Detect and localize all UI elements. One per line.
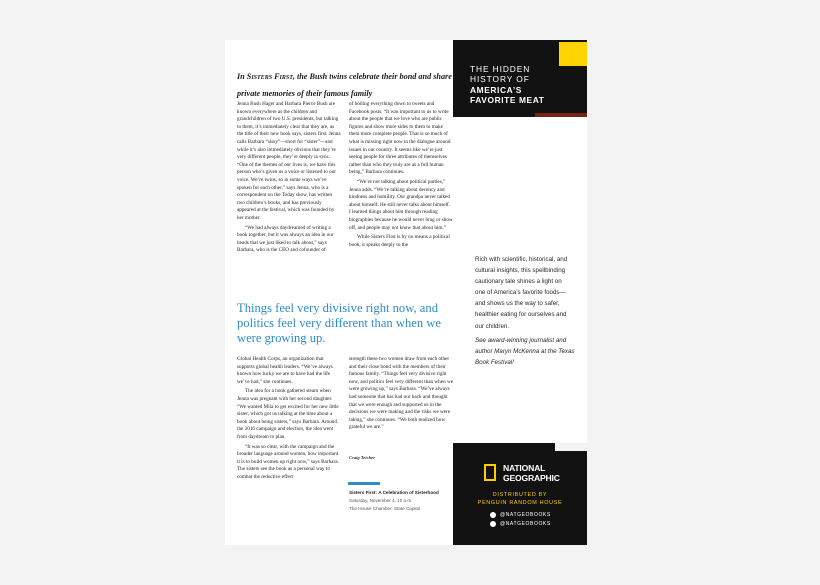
ad-headline-line: FAVORITE MEAT xyxy=(470,95,545,106)
yellow-border-logo-block xyxy=(559,42,587,66)
paragraph: The idea for a book gathered steam when Jenna was pregnant with her second daughter. “We wanted Mila to get excited for her new little sister, which got us talking at the time about a book about being sisters,” says Barbara. Around the 2016 campaign and election, the idea went from daydream to plan. xyxy=(237,388,339,440)
paragraph: of boiling everything down to tweets and Facebook posts. “It was important to us to write about the people that we love who are public figures and show more sides to them to make them more complete people. That is so much of what is missing right now in the dialogue around issues in our country. It seems like we’re just seeing people for three attributes of themselves rather than who they truly are as a full human being,” Barbara continues. xyxy=(349,101,451,176)
facebook-icon xyxy=(490,512,496,518)
photo-strip xyxy=(535,113,587,117)
instagram-handle: @NATGEOBOOKS xyxy=(500,521,551,527)
event-title: Sisters First: A Celebration of Sisterhood xyxy=(349,490,439,495)
book-ad-header xyxy=(453,40,587,117)
paragraph: “We had always daydreamed of writing a book together, but it was always an idea in our heads that we just liked to talk about,” says Barbara, who is the CEO and cofounder of xyxy=(237,224,334,254)
ad-headline xyxy=(470,64,570,106)
paragraph: Jenna Bush Hager and Barbara Pierce Bush are known everywhere as the children and grandchildren of two U.S. presidents, but talking to them, it’s immediately clear that they are, as the title of their new book says, sisters first. Jenna calls Barbara “sissy”—short for “sister”—and while it’s also immediately obvious that they’re very different people, they’re deeply in sync. “One of the themes of our lives is, we have this person who’s given us a voice or listened to our voice. We’re twins, so in some ways we’ve spoken for each other,” says Jenna, who is a correspondent on the Today show, has written two children’s books, and has previously appeared at the festival, which was founded by her mother. xyxy=(237,101,341,221)
paragraph: “We’re not talking about political parties,” Jenna adds. “We’re talking about decency and kindness and humility. Our grandpa never talked about himself. He still never talks about himself. I learned things about him through reading biographies because he would never brag or show off, and people may not know that about him.” xyxy=(349,178,453,231)
deck-text: , the Bush twins celebrate their bond and share private memories of their famous family xyxy=(237,72,452,98)
ad-headline-line: THE HIDDEN xyxy=(470,64,531,74)
publisher-name-line: GEOGRAPHIC xyxy=(503,472,560,483)
social-links xyxy=(490,511,551,529)
event-location: The House Chamber, State Capitol xyxy=(349,505,421,511)
paragraph: strength these two women draw from each other and their close bond with the members of their famous family. “Things feel very divisive right now, and politics feel very different than when we were growing up,” says Barbara. “We’ve always had someone that has had our back and thought that we were enough and supported us in the decisions we were making and the risks we were taking,” she continues. “We both realized how grateful we are.” xyxy=(349,356,453,431)
event-divider xyxy=(348,482,380,485)
column-1-top xyxy=(237,101,341,291)
column-2-bottom xyxy=(349,356,453,452)
article-deck xyxy=(237,68,457,102)
facebook-handle: @NATGEOBOOKS xyxy=(500,512,551,518)
national-geographic-logo-icon xyxy=(484,464,496,481)
publisher-panel xyxy=(453,443,587,545)
deck-prefix: In xyxy=(237,72,247,81)
publisher-name-line: NATIONAL xyxy=(503,463,546,473)
event-info xyxy=(349,489,459,512)
ad-headline-line: AMERICA’S xyxy=(470,84,522,95)
ad-headline-line: HISTORY OF xyxy=(470,74,530,85)
instagram-link[interactable] xyxy=(490,520,551,529)
event-time: Saturday, November 4, 10 a.m. xyxy=(349,497,413,503)
column-1-bottom xyxy=(237,356,341,516)
deck-book-title: Sisters First xyxy=(246,72,293,81)
ad-body-copy: Rich with scientific, historical, and cultural insights, this spellbinding cautionary tale shines a light on one of America’s favorite foods—and shows us the way to safer, healthier eating for ourselves and our children. xyxy=(475,256,568,330)
paragraph: Global Health Corps, an organization that supports global health leaders. “We’ve always known how lucky we are to have had the life we’ve had,” she continues. xyxy=(237,356,333,385)
paragraph: “It was so clear, with the campaign and the broader language around women, how important it is to build women up right now,” says Barbara. The sisters see the book as a personal way to combat the reductive effect xyxy=(237,443,339,480)
distributor-line: PENGUIN RANDOM HOUSE xyxy=(477,500,563,507)
publisher-name xyxy=(503,464,583,483)
distributor-line: DISTRIBUTED BY xyxy=(492,492,548,498)
panel-notch xyxy=(555,443,587,451)
pull-quote: Things feel very divisive right now, and politics feel very different than when we were growing up. xyxy=(237,301,441,345)
author-credit: Craig Teicher xyxy=(349,455,375,460)
facebook-link[interactable] xyxy=(490,511,551,520)
paragraph: While Sisters First is by no means a political book, it speaks deeply to the xyxy=(349,234,450,248)
distributor xyxy=(453,491,587,508)
ad-festival-note: See award-winning journalist and author Maryn McKenna at the Texas Book Festival! xyxy=(475,337,575,367)
column-2-top xyxy=(349,101,453,291)
instagram-icon xyxy=(490,521,496,527)
